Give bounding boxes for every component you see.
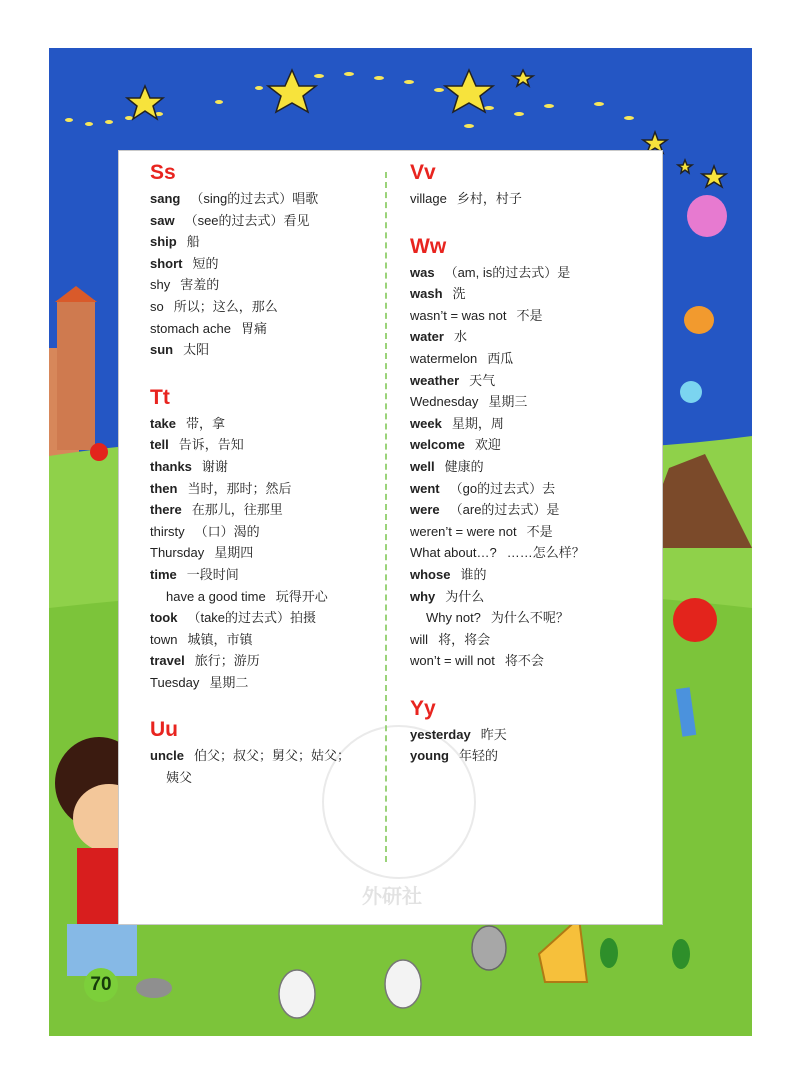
- entry-word: was: [410, 264, 435, 280]
- entry-word: thirsty: [150, 523, 185, 539]
- entry-meaning: 不是: [526, 523, 553, 539]
- vocabulary-entry: [410, 745, 650, 767]
- entry-meaning: 带，拿: [186, 415, 226, 431]
- vocabulary-entry: [410, 521, 650, 543]
- entry-meaning: 害羞的: [180, 277, 220, 293]
- entry-meaning: 星期四: [214, 545, 254, 561]
- vocabulary-entry: [150, 521, 390, 543]
- entry-meaning: （am, is的过去式）是: [444, 264, 571, 280]
- entry-meaning: （go的过去式）去: [449, 480, 556, 496]
- entry-word: tell: [150, 437, 169, 453]
- vocabulary-entry: [410, 391, 650, 413]
- section-letter-heading: Ss: [150, 161, 176, 184]
- entry-word: there: [150, 502, 182, 518]
- entry-word: short: [150, 255, 183, 271]
- vocabulary-entry: [410, 326, 650, 348]
- vocabulary-entry: [150, 210, 390, 232]
- page-number: 70: [84, 968, 118, 1002]
- entry-word: take: [150, 415, 177, 431]
- vocabulary-entry: [410, 607, 650, 629]
- entry-meaning: 健康的: [444, 458, 484, 474]
- vocabulary-entry: [410, 629, 650, 651]
- entry-word: sun: [150, 342, 174, 358]
- entry-meaning: 水: [453, 329, 467, 345]
- entry-meaning: 星期三: [488, 394, 528, 410]
- entry-word: well: [410, 458, 435, 474]
- letter-section: [410, 694, 650, 767]
- entry-meaning: 欢迎: [474, 437, 501, 453]
- entry-meaning: 洗: [452, 286, 466, 302]
- vocabulary-entry: [150, 339, 390, 361]
- entry-meaning: 谢谢: [201, 458, 228, 474]
- entry-word: What about…?: [410, 545, 497, 561]
- vocabulary-entry: [410, 262, 650, 284]
- vocabulary-entry: [150, 499, 390, 521]
- vocabulary-entry: [150, 745, 390, 767]
- entry-word: whose: [410, 566, 451, 582]
- entry-meaning: 城镇，市镇: [187, 631, 253, 647]
- vocabulary-entry: [150, 564, 390, 586]
- section-letter-heading: Tt: [150, 385, 170, 409]
- vocabulary-entry: [150, 607, 390, 629]
- vocabulary-entry: [410, 724, 650, 746]
- entry-word: wasn’t = was not: [410, 307, 507, 323]
- vocabulary-entry: [150, 434, 390, 456]
- vocabulary-entry: [150, 767, 390, 789]
- entry-word: so: [150, 298, 164, 314]
- entry-meaning: 短的: [192, 255, 219, 271]
- entry-word: ship: [150, 234, 177, 250]
- entry-word: took: [150, 610, 178, 626]
- entry-meaning: ……怎么样？: [506, 545, 585, 561]
- entry-meaning: 星期，周: [451, 415, 504, 431]
- entry-meaning: 西瓜: [487, 350, 514, 366]
- vocabulary-entry: [410, 650, 650, 672]
- entry-word: watermelon: [410, 350, 478, 366]
- entry-meaning: 胃痛: [240, 320, 267, 336]
- vocabulary-entry: [150, 650, 390, 672]
- entry-word: won’t = will not: [410, 653, 495, 669]
- section-letter-heading: Yy: [410, 696, 436, 720]
- entry-word: shy: [150, 277, 171, 293]
- vocabulary-entry: [150, 188, 390, 210]
- entry-word: sang: [150, 191, 181, 206]
- vocabulary-entry: [410, 564, 650, 586]
- vocabulary-entry: [410, 456, 650, 478]
- entry-meaning: 所以；这么，那么: [173, 298, 278, 314]
- entry-word: will: [410, 631, 429, 647]
- vocabulary-entry: [150, 413, 390, 435]
- entry-meaning: 姨父: [166, 770, 193, 786]
- entry-meaning: 为什么: [445, 588, 485, 604]
- letter-section: [150, 383, 390, 694]
- vocabulary-entry: [410, 542, 650, 564]
- vocabulary-entry: [150, 672, 390, 694]
- vocabulary-entry: [150, 296, 390, 318]
- entry-word: were: [410, 502, 440, 518]
- entry-meaning: 将，将会: [438, 631, 491, 647]
- right-column: [410, 158, 650, 789]
- vocabulary-entry: [410, 586, 650, 608]
- vocabulary-entry: [150, 586, 390, 608]
- section-letter-heading: Uu: [150, 718, 178, 742]
- vocabulary-entry: [150, 478, 390, 500]
- entry-meaning: 船: [186, 234, 200, 250]
- entry-meaning: 天气: [469, 372, 496, 388]
- entry-word: uncle: [150, 748, 184, 764]
- vocabulary-entry: [410, 434, 650, 456]
- letter-section: [150, 715, 390, 788]
- entry-word: travel: [150, 653, 185, 669]
- section-letter-heading: Ww: [410, 234, 447, 258]
- left-column: [150, 158, 390, 811]
- entry-meaning: 不是: [516, 307, 543, 323]
- entry-word: Wednesday: [410, 394, 479, 410]
- vocabulary-entry: [150, 456, 390, 478]
- entry-meaning: 将不会: [504, 653, 544, 669]
- entry-meaning: （口）渴的: [194, 523, 260, 539]
- entry-word: then: [150, 480, 178, 496]
- entry-word: why: [410, 588, 436, 604]
- section-letter-heading: Vv: [410, 161, 436, 184]
- entry-meaning: （are的过去式）是: [449, 502, 560, 518]
- letter-section: [150, 158, 390, 361]
- entry-meaning: 旅行；游历: [194, 653, 260, 669]
- entry-meaning: 谁的: [460, 566, 487, 582]
- vocabulary-entry: [410, 305, 650, 327]
- entry-word: Thursday: [150, 545, 205, 561]
- vocabulary-entry: [410, 348, 650, 370]
- entry-meaning: 当时，那时；然后: [187, 480, 292, 496]
- entry-word: time: [150, 566, 177, 582]
- entry-word: week: [410, 415, 442, 431]
- vocabulary-entry: [410, 283, 650, 305]
- vocabulary-entry: [150, 318, 390, 340]
- entry-meaning: （take的过去式）拍摄: [187, 610, 317, 626]
- entry-meaning: 昨天: [480, 726, 507, 742]
- vocabulary-entry: [410, 478, 650, 500]
- vocabulary-entry: [410, 413, 650, 435]
- entry-meaning: 一段时间: [186, 566, 239, 582]
- entry-word: welcome: [410, 437, 465, 453]
- entry-meaning: （see的过去式）看见: [184, 212, 310, 228]
- entry-meaning: 伯父；叔父；舅父；姑父；: [193, 748, 350, 764]
- entry-word: village: [410, 191, 447, 206]
- vocabulary-entry: [150, 274, 390, 296]
- entry-meaning: 太阳: [183, 342, 210, 358]
- entry-word: have a good time: [166, 588, 266, 604]
- entry-meaning: 年轻的: [459, 748, 499, 764]
- entry-meaning: 告诉，告知: [178, 437, 244, 453]
- vocabulary-entry: [150, 629, 390, 651]
- vocabulary-entry: [410, 370, 650, 392]
- vocabulary-entry: [150, 253, 390, 275]
- vocabulary-entry: [410, 188, 650, 210]
- entry-meaning: （sing的过去式）唱歌: [190, 191, 319, 206]
- entry-word: wash: [410, 286, 443, 302]
- entry-word: went: [410, 480, 440, 496]
- entry-word: Why not?: [426, 610, 481, 626]
- entry-word: weather: [410, 372, 460, 388]
- vocabulary-entry: [410, 499, 650, 521]
- vocabulary-entry: [150, 542, 390, 564]
- entry-meaning: 在那儿，往那里: [191, 502, 283, 518]
- entry-meaning: 为什么不呢？: [490, 610, 569, 626]
- entry-word: saw: [150, 212, 175, 228]
- entry-word: stomach ache: [150, 320, 231, 336]
- entry-word: town: [150, 631, 178, 647]
- entry-meaning: 乡村，村子: [456, 191, 522, 206]
- entry-word: yesterday: [410, 726, 471, 742]
- vocabulary-entry: [150, 231, 390, 253]
- entry-word: weren’t = were not: [410, 523, 517, 539]
- entry-meaning: 星期二: [209, 674, 249, 690]
- entry-word: young: [410, 748, 449, 764]
- entry-word: thanks: [150, 458, 192, 474]
- entry-meaning: 玩得开心: [275, 588, 328, 604]
- letter-section: [410, 158, 650, 210]
- entry-word: Tuesday: [150, 674, 200, 690]
- letter-section: [410, 232, 650, 672]
- publisher-watermark-text: 外研社: [362, 886, 422, 908]
- entry-word: water: [410, 329, 444, 345]
